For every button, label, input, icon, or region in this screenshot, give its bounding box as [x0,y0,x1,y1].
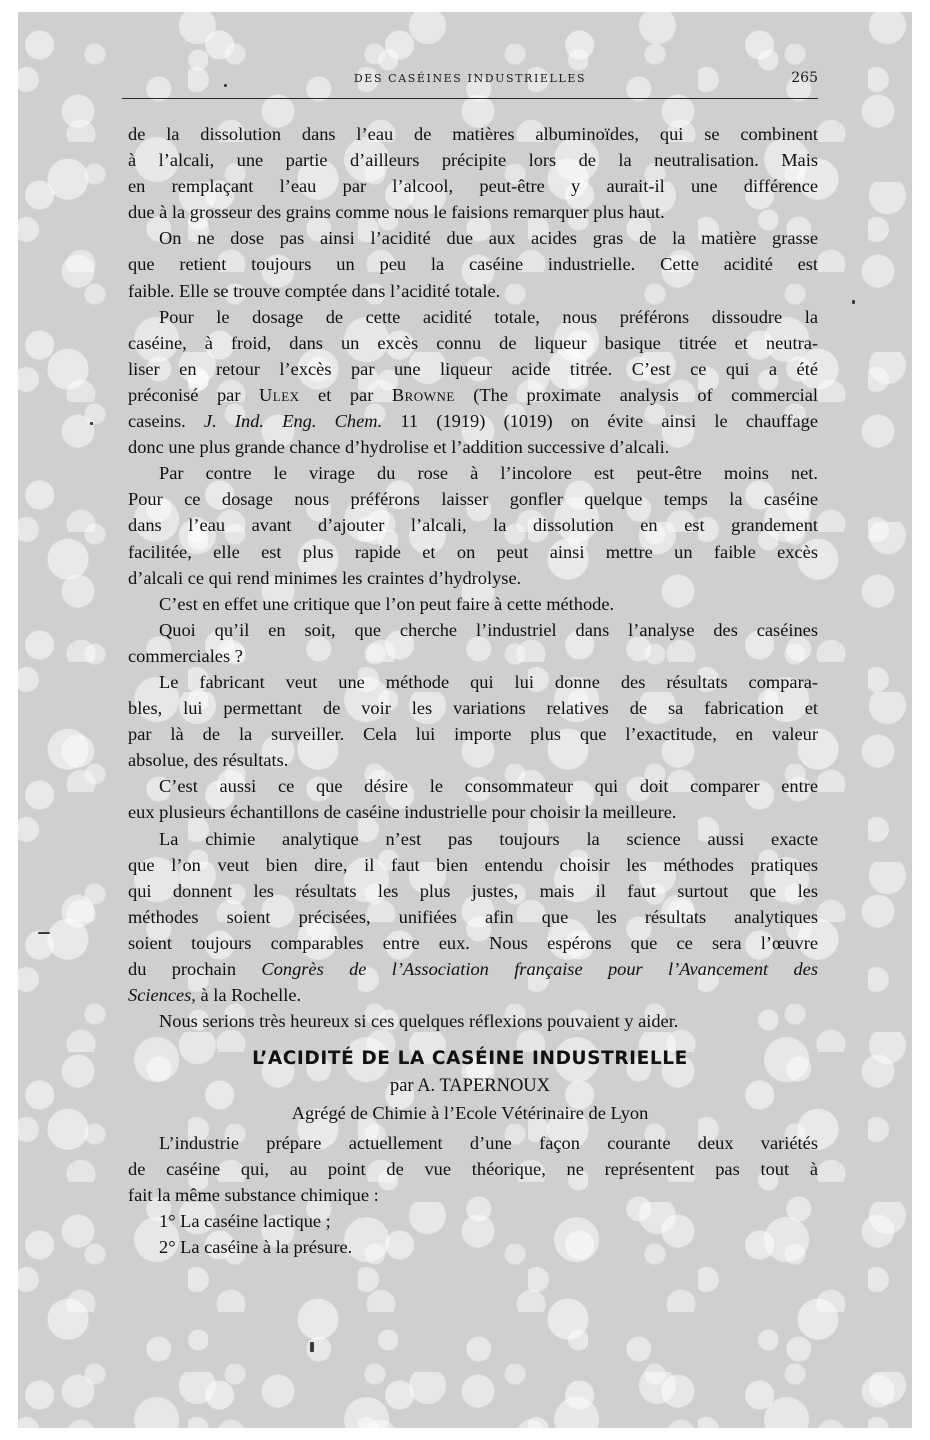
text-line: La chimie analytique n’est pas toujours la science aussi exacte [159,828,818,849]
list-item: 2° La caséine à la présure. [159,1237,353,1258]
text-line: que l’on veut bien dire, il faut bien entendu choisir les méthodes pratiques [128,854,818,875]
text-line: On ne dose pas ainsi l’acidité due aux acides gras de la matière grasse [159,228,818,249]
text-line: commerciales ? [128,645,243,666]
running-title: DES CASÉINES INDUSTRIELLES [353,72,587,85]
text-line: eux plusieurs échantillons de caséine industrielle pour choisir la meilleure. [128,802,677,823]
journal-title: J. Ind. Eng. Chem. [203,411,383,432]
text-line: dans l’eau avant d’ajouter l’alcali, la dissolution en est grandement [128,515,818,536]
text-line: donc une plus grande chance d’hydrolise et l’addition successive d’alcali. [128,437,670,458]
previous-article-text [128,121,818,1034]
text-fragment: (The proximate analysis of commercial [454,384,818,405]
text-line: de caséine qui, au point de vue théorique, ne représentent pas tout à [128,1159,818,1180]
page-number: 265 [791,70,818,86]
text-line: caséine, à froid, dans un excès connu de liqueur basique titrée et neutra- [128,332,818,353]
text-fragment: et par [299,384,392,405]
article-body [128,1130,818,1260]
text-line: à l’alcali, une partie d’ailleurs précipite lors de la neutralisation. Mais [128,150,818,171]
text-line: d’alcali ce qui rend minimes les craintes d’hydrolyse. [128,567,522,588]
text-fragment: 11 (1919) (1019) on évite ainsi le chauffage [382,411,818,432]
text-line: liser en retour l’excès par une liqueur acide titrée. C’est ce qui a été [128,358,818,379]
text-line [128,956,818,982]
text-line: qui donnent les résultats les plus justes, mais il faut surtout que les [128,880,818,901]
text-fragment: du prochain [128,959,262,979]
list-item: 1° La caséine lactique ; [159,1211,331,1232]
text-line: de la dissolution dans l’eau de matières albuminoïdes, qui se combinent [128,124,818,144]
text-line [128,982,818,1008]
text-fragment: caseins. [128,411,204,432]
text-line: L’industrie prépare actuellement d’une façon courante deux variétés [159,1133,818,1153]
text-line: en remplaçant l’eau par l’alcool, peut-être y aurait-il une différence [128,176,818,197]
author-affiliation: Agrégé de Chimie à l’Ecole Vétérinaire de Lyon [291,1103,649,1123]
text-line: C’est en effet une critique que l’on peut faire à cette méthode. [159,593,615,614]
text-line: due à la grosseur des grains comme nous le faisions remarquer plus haut. [128,202,665,223]
text-line: Quoi qu’il en soit, que cherche l’industriel dans l’analyse des caséines [159,619,818,640]
text-line [128,382,818,408]
text-line: bles, lui permettant de voir les variations relatives de sa fabrication et [128,698,818,719]
text-line: fait la même substance chimique : [128,1185,379,1206]
text-line: Pour ce dosage nous préférons laisser gonfler quelque temps la caséine [128,489,818,510]
article-byline: par A. TAPERNOUX [389,1076,551,1096]
text-fragment: préconisé par [128,384,259,405]
running-header [122,68,818,99]
text-line: Nous serions très heureux si ces quelques réflexions pouvaient y aider. [159,1011,679,1032]
text-line: Pour le dosage de cette acidité totale, nous préférons dissoudre la [159,306,818,327]
text-line: Le fabricant veut une méthode qui lui donne des résultats compara- [159,671,818,692]
congress-name: Congrès de l’Association française pour l’Avancement des [261,959,818,979]
text-line [128,408,818,434]
text-line: Par contre le virage du rose à l’incolore est peut-être moins net. [159,463,818,484]
text-fragment: à la Rochelle. [195,985,302,1006]
congress-name: Sciences, [128,985,196,1006]
text-line: soient toujours comparables entre eux. Nous espérons que ce sera l’œuvre [128,932,818,953]
text-line: par là de la surveiller. Cela lui importe plus que l’exactitude, en valeur [128,724,818,745]
text-line: que retient toujours un peu la caséine industrielle. Cette acidité est [128,254,818,275]
text-line: facilitée, elle est plus rapide et on peut ainsi mettre un faible excès [128,541,818,562]
text-line: méthodes soient précisées, unifiées afin que les résultats analytiques [128,906,818,927]
text-line: C’est aussi ce que désire le consommateur qui doit comparer entre [159,776,818,797]
author-name-browne: Browne [391,384,455,405]
article-title: L’ACIDITÉ DE LA CASÉINE INDUSTRIELLE [252,1048,688,1069]
text-line: absolue, des résultats. [128,750,289,771]
author-name-ulex: Ulex [258,384,300,405]
text-line: faible. Elle se trouve comptée dans l’acidité totale. [128,280,501,301]
